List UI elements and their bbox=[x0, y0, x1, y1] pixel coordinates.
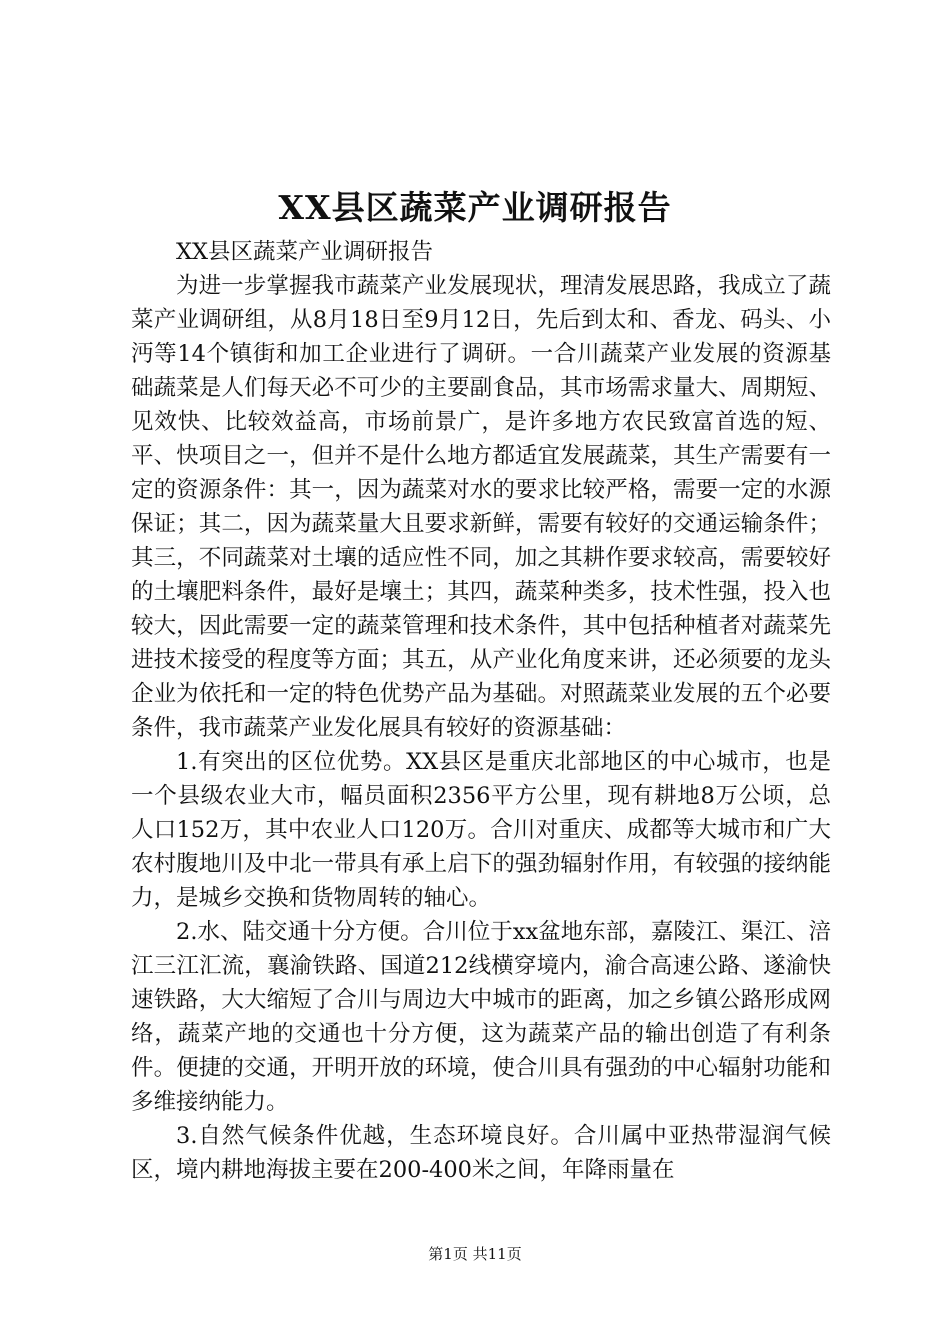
paragraph-location-advantage: 1.有突出的区位优势。XX县区是重庆北部地区的中心城市，也是一个县级农业大市，幅员面积2356平方公里，现有耕地8万公顷，总人口152万，其中农业人口120万。合川对重庆、成都等大城市和广大农村腹地川及中北一带具有承上启下的强劲辐射作用，有较强的接纳能力，是城乡交换和货物周转的轴心。 bbox=[131, 749, 831, 911]
paragraph-transportation: 2.水、陆交通十分方便。合川位于xx盆地东部，嘉陵江、渠江、涪江三江汇流，襄渝铁路、国道212线横穿境内，渝合高速公路、遂渝快速铁路，大大缩短了合川与周边大中城市的距离，加之乡镇公路形成网络，蔬菜产地的交通也十分方便，这为蔬菜产品的输出创造了有利条件。便捷的交通，开明开放的环境，使合川具有强劲的中心辐射功能和多维接纳能力。 bbox=[131, 919, 831, 1115]
paragraph-intro: 为进一步掌握我市蔬菜产业发展现状，理清发展思路，我成立了蔬菜产业调研组，从8月18日至9月12日，先后到太和、香龙、码头、小沔等14个镇街和加工企业进行了调研。一合川蔬菜产业发展的资源基础蔬菜是人们每天必不可少的主要副食品，其市场需求量大、周期短、见效快、比较效益高，市场前景广，是许多地方农民致富首选的短、平、快项目之一，但并不是什么地方都适宜发展蔬菜，其生产需要有一定的资源条件：其一，因为蔬菜对水的要求比较严格，需要一定的水源保证；其二，因为蔬菜量大且要求新鲜，需要有较好的交通运输条件；其三，不同蔬菜对土壤的适应性不同，加之其耕作要求较高，需要较好的土壤肥料条件，最好是壤土；其四，蔬菜种类多，技术性强，投入也较大，因此需要一定的蔬菜管理和技术条件，其中包括种植者对蔬菜先进技术接受的程度等方面；其五，从产业化角度来讲，还必须要的龙头企业为依托和一定的特色优势产品为基础。对照蔬菜业发展的五个必要条件，我市蔬菜产业发化展具有较好的资源基础： bbox=[131, 273, 831, 741]
document-title: XX县区蔬菜产业调研报告 bbox=[278, 188, 672, 227]
page-footer: 第1页 共11页 bbox=[428, 1245, 522, 1263]
document-body bbox=[131, 235, 831, 1187]
paragraph-climate: 3.自然气候条件优越，生态环境良好。合川属中亚热带湿润气候区，境内耕地海拔主要在200-400米之间，年降雨量在 bbox=[131, 1123, 831, 1183]
paragraph-heading-repeat: XX县区蔬菜产业调研报告 bbox=[176, 239, 434, 265]
